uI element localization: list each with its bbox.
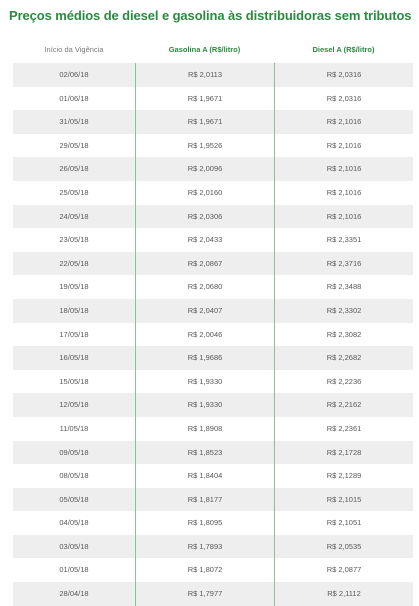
diesel-price-cell: R$ 2,1016	[274, 157, 413, 181]
table-row	[13, 323, 413, 347]
gasoline-price-cell: R$ 1,8072	[135, 558, 274, 582]
diesel-price-cell: R$ 2,2361	[274, 417, 413, 441]
gasoline-price-cell: R$ 1,8095	[135, 511, 274, 535]
gasoline-price-cell: R$ 2,0433	[135, 228, 274, 252]
column-header-gasoline: Gasolina A (R$/litro)	[168, 45, 241, 54]
date-cell: 19/05/18	[59, 282, 89, 292]
diesel-price-cell: R$ 2,0316	[274, 87, 413, 111]
date-cell: 22/05/18	[13, 252, 135, 276]
table-row	[13, 157, 413, 181]
gasoline-price-cell: R$ 2,0867	[135, 252, 274, 276]
table-body	[13, 63, 413, 606]
table-header-row	[13, 41, 413, 59]
diesel-price-cell: R$ 2,3082	[274, 323, 413, 347]
date-cell: 23/05/18	[59, 235, 89, 245]
table-row	[13, 181, 413, 205]
table-row	[13, 228, 413, 252]
table-row	[13, 134, 413, 158]
table-row	[13, 370, 413, 394]
date-cell: 12/05/18	[13, 393, 135, 417]
gasoline-price-cell: R$ 2,0680	[135, 275, 274, 299]
table-row	[13, 511, 413, 535]
gasoline-price-cell: R$ 2,0160	[135, 181, 274, 205]
date-cell: 17/05/18	[59, 329, 89, 339]
gasoline-price-cell: R$ 2,0113	[135, 63, 274, 87]
diesel-price-cell: R$ 2,2682	[274, 346, 413, 370]
date-cell: 01/05/18	[59, 565, 89, 575]
price-table	[13, 41, 413, 599]
gasoline-price-cell: R$ 1,7893	[135, 535, 274, 559]
diesel-price-cell: R$ 2,2236	[274, 370, 413, 394]
gasoline-price-cell: R$ 2,0096	[135, 157, 274, 181]
diesel-price-cell: R$ 2,3302	[274, 299, 413, 323]
gasoline-price-cell: R$ 1,8908	[135, 417, 274, 441]
gasoline-price-cell: R$ 1,9686	[135, 346, 274, 370]
date-cell: 29/05/18	[59, 140, 89, 150]
diesel-price-cell: R$ 2,1051	[274, 511, 413, 535]
date-cell: 09/05/18	[13, 441, 135, 465]
table-row	[13, 582, 413, 606]
gasoline-price-cell: R$ 2,0046	[135, 323, 274, 347]
date-cell: 02/06/18	[13, 63, 135, 87]
diesel-price-cell: R$ 2,1016	[274, 110, 413, 134]
diesel-price-cell: R$ 2,3488	[274, 275, 413, 299]
date-cell: 25/05/18	[59, 187, 89, 197]
column-header-diesel: Diesel A (R$/litro)	[312, 45, 375, 54]
diesel-price-cell: R$ 2,1112	[274, 582, 413, 606]
gasoline-price-cell: R$ 1,8177	[135, 488, 274, 512]
table-row	[13, 441, 413, 465]
table-row	[13, 87, 413, 111]
page-title: Preços médios de diesel e gasolina às distribuidoras sem tributos	[9, 8, 412, 23]
diesel-price-cell: R$ 2,0316	[274, 63, 413, 87]
gasoline-price-cell: R$ 1,9330	[135, 370, 274, 394]
diesel-price-cell: R$ 2,1016	[274, 134, 413, 158]
date-cell: 01/06/18	[59, 93, 89, 103]
table-row	[13, 535, 413, 559]
diesel-price-cell: R$ 2,1016	[274, 205, 413, 229]
date-cell: 24/05/18	[13, 205, 135, 229]
table-row	[13, 110, 413, 134]
gasoline-price-cell: R$ 1,8523	[135, 441, 274, 465]
gasoline-price-cell: R$ 1,9671	[135, 87, 274, 111]
diesel-price-cell: R$ 2,1015	[274, 488, 413, 512]
date-cell: 08/05/18	[59, 471, 89, 481]
table-row	[13, 393, 413, 417]
diesel-price-cell: R$ 2,1728	[274, 441, 413, 465]
table-row	[13, 205, 413, 229]
gasoline-price-cell: R$ 1,8404	[135, 464, 274, 488]
table-row	[13, 299, 413, 323]
diesel-price-cell: R$ 2,2162	[274, 393, 413, 417]
diesel-price-cell: R$ 2,1289	[274, 464, 413, 488]
date-cell: 04/05/18	[59, 518, 89, 528]
diesel-price-cell: R$ 2,3351	[274, 228, 413, 252]
date-cell: 18/05/18	[13, 299, 135, 323]
diesel-price-cell: R$ 2,3716	[274, 252, 413, 276]
column-header-date: Início da Vigência	[44, 45, 104, 54]
gasoline-price-cell: R$ 1,9671	[135, 110, 274, 134]
date-cell: 03/05/18	[13, 535, 135, 559]
table-row	[13, 417, 413, 441]
table-row	[13, 252, 413, 276]
table-row	[13, 346, 413, 370]
gasoline-price-cell: R$ 1,7977	[135, 582, 274, 606]
date-cell: 16/05/18	[13, 346, 135, 370]
table-row	[13, 63, 413, 87]
date-cell: 11/05/18	[59, 423, 89, 433]
gasoline-price-cell: R$ 1,9526	[135, 134, 274, 158]
table-row	[13, 558, 413, 582]
date-cell: 05/05/18	[13, 488, 135, 512]
diesel-price-cell: R$ 2,1016	[274, 181, 413, 205]
diesel-price-cell: R$ 2,0877	[274, 558, 413, 582]
table-row	[13, 275, 413, 299]
table-row	[13, 464, 413, 488]
date-cell: 28/04/18	[13, 582, 135, 606]
gasoline-price-cell: R$ 2,0407	[135, 299, 274, 323]
date-cell: 26/05/18	[13, 157, 135, 181]
date-cell: 31/05/18	[13, 110, 135, 134]
diesel-price-cell: R$ 2,0535	[274, 535, 413, 559]
date-cell: 15/05/18	[59, 376, 89, 386]
table-row	[13, 488, 413, 512]
gasoline-price-cell: R$ 2,0306	[135, 205, 274, 229]
gasoline-price-cell: R$ 1,9330	[135, 393, 274, 417]
